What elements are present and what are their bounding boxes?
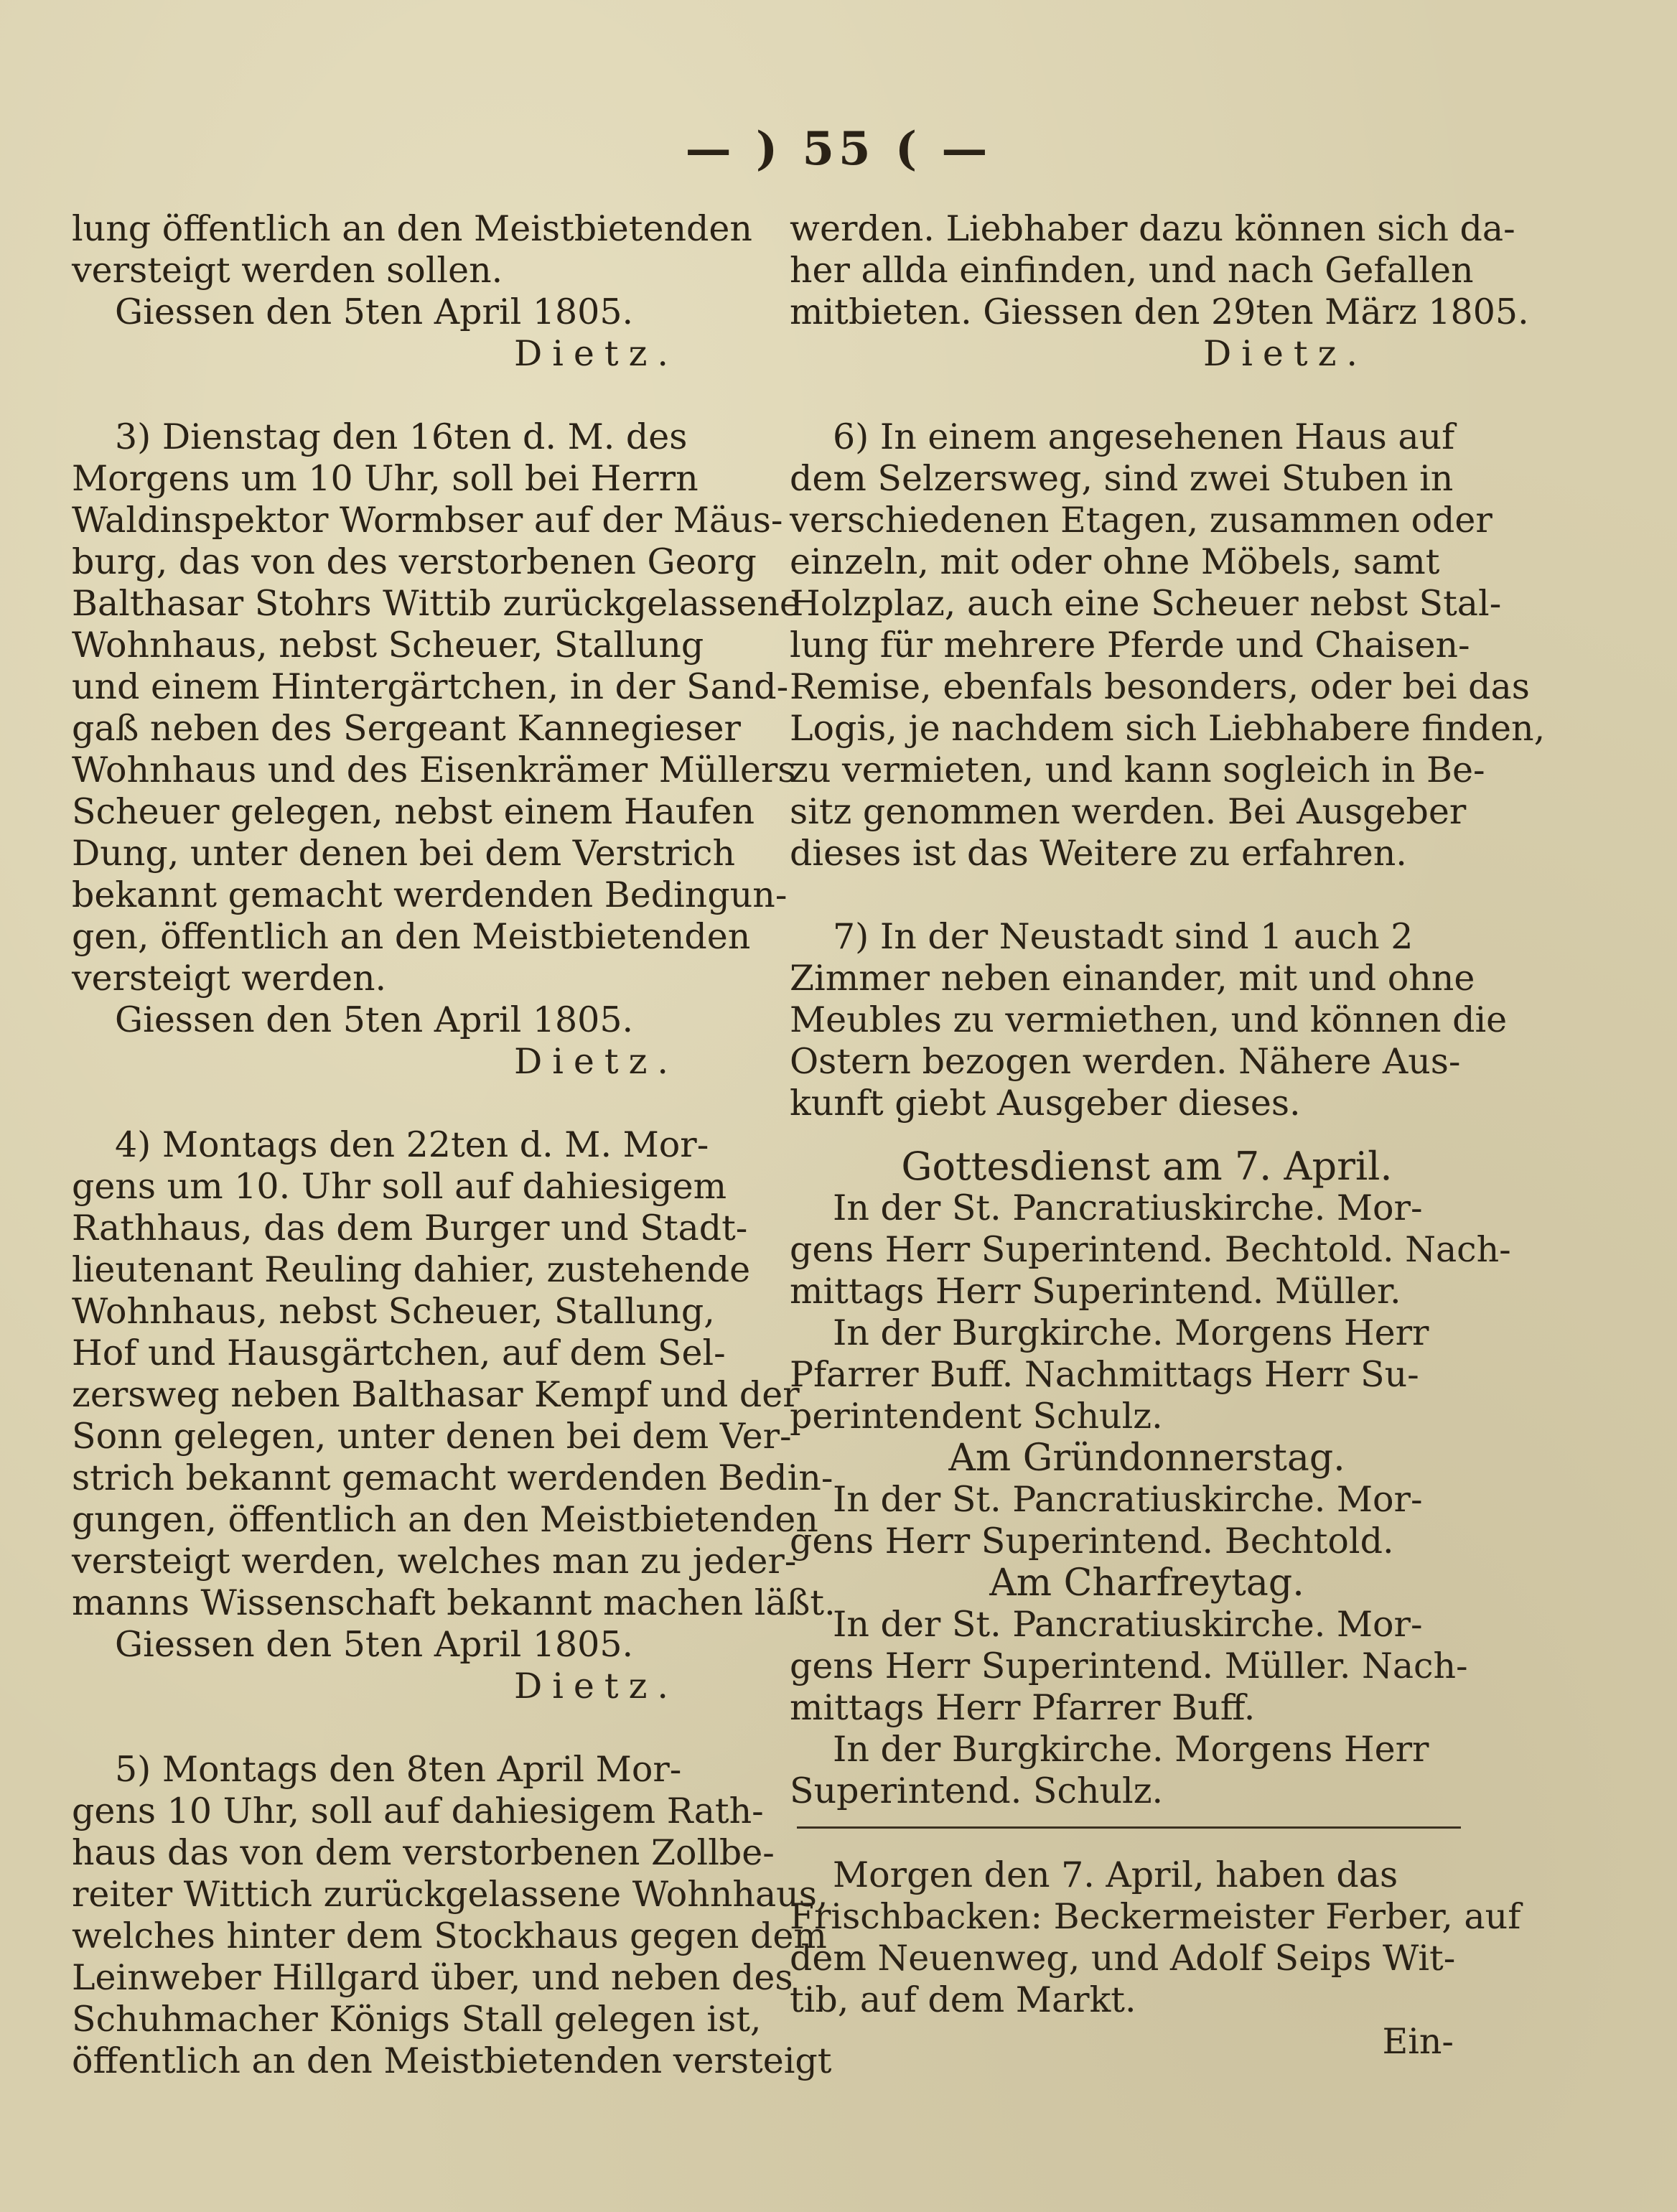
text-line: gens Herr Superintend. Müller. Nach- <box>790 1646 1468 1686</box>
text-line: In der St. Pancratiuskirche. Mor- <box>833 1604 1423 1645</box>
text-line: perintendent Schulz. <box>790 1396 1163 1437</box>
text-line: 4) Montags den 22ten d. M. Mor- <box>115 1124 709 1165</box>
text-line: Wohnhaus, nebst Scheuer, Stallung <box>72 625 704 666</box>
text-line: gens um 10. Uhr soll auf dahiesigem <box>72 1166 727 1207</box>
text-line: mitbieten. Giessen den 29ten März 1805. <box>790 291 1529 332</box>
text-line: gaß neben des Sergeant Kannegieser <box>72 708 741 749</box>
text-line: Hof und Hausgärtchen, auf dem Sel- <box>72 1333 726 1373</box>
text-line: Wohnhaus, nebst Scheuer, Stallung, <box>72 1291 715 1332</box>
text-line: und einem Hintergärtchen, in der Sand- <box>72 666 789 707</box>
text-line: Wohnhaus und des Eisenkrämer Müllers <box>72 750 796 790</box>
section-divider <box>797 1826 1461 1829</box>
text-line: 6) In einem angesehenen Haus auf <box>833 416 1455 457</box>
bakery-notice <box>790 1854 1521 2021</box>
left-column <box>72 208 836 2082</box>
text-line: 3) Dienstag den 16ten d. M. des <box>115 416 688 457</box>
text-line: reiter Wittich zurückgelassene Wohnhaus, <box>72 1874 828 1915</box>
notice-item-5 <box>72 1749 832 2082</box>
text-line: gens 10 Uhr, soll auf dahiesigem Rath- <box>72 1791 764 1831</box>
text-line: haus das von dem verstorbenen Zollbe- <box>72 1832 775 1873</box>
text-line: dem Neuenweg, und Adolf Seips Wit- <box>790 1938 1456 1979</box>
notice-item-4 <box>72 1124 836 1707</box>
notice-item-7 <box>790 916 1508 1124</box>
text-line: Morgen den 7. April, haben das <box>833 1854 1398 1895</box>
text-line: gens Herr Superintend. Bechtold. <box>790 1521 1394 1562</box>
text-line: versteigt werden, welches man zu jeder- <box>72 1541 797 1582</box>
text-line: Scheuer gelegen, nebst einem Haufen <box>72 791 755 832</box>
text-line: verschiedenen Etagen, zusammen oder <box>790 500 1493 541</box>
page-number: — ) 55 ( — <box>685 122 992 176</box>
text-line: gens Herr Superintend. Bechtold. Nach- <box>790 1229 1511 1270</box>
text-line: tib, auf dem Markt. <box>790 1979 1136 2020</box>
text-line: Dung, unter denen bei dem Verstrich <box>72 833 736 874</box>
text-line: In der Burgkirche. Morgens Herr <box>833 1312 1429 1353</box>
text-line: Meubles zu vermiethen, und können die <box>790 999 1508 1040</box>
text-line: lung für mehrere Pferde und Chaisen- <box>790 625 1470 666</box>
catchword: Ein- <box>1382 2021 1454 2062</box>
text-line: In der St. Pancratiuskirche. Mor- <box>833 1479 1423 1520</box>
text-line: In der St. Pancratiuskirche. Mor- <box>833 1187 1423 1228</box>
text-line: bekannt gemacht werdenden Bedingun- <box>72 874 788 915</box>
notice-signature: Dietz. <box>1202 333 1368 374</box>
text-line: zersweg neben Balthasar Kempf und der <box>72 1374 800 1415</box>
text-line: Holzplaz, auch eine Scheuer nebst Stal- <box>790 583 1502 624</box>
text-line: Balthasar Stohrs Wittib zurückgelassene <box>72 583 800 624</box>
text-line: her allda einfinden, und nach Gefallen <box>790 250 1474 291</box>
text-line: mittags Herr Superintend. Müller. <box>790 1271 1401 1312</box>
church-services <box>790 1144 1511 1812</box>
text-line: kunft giebt Ausgeber dieses. <box>790 1083 1301 1124</box>
text-line: welches hinter dem Stockhaus gegen dem <box>72 1915 827 1956</box>
right-column <box>790 208 1546 2063</box>
text-line: werden. Liebhaber dazu können sich da- <box>790 208 1515 249</box>
text-line: gungen, öffentlich an den Meistbietenden <box>72 1499 818 1540</box>
section-heading: Gottesdienst am 7. April. <box>901 1144 1393 1189</box>
notice-signature: Dietz. <box>513 1041 678 1082</box>
text-line: zu vermieten, und kann sogleich in Be- <box>790 750 1485 790</box>
section-subheading: Am Charfreytag. <box>989 1562 1304 1605</box>
text-line: Zimmer neben einander, mit und ohne <box>790 958 1475 999</box>
notice-date: Giessen den 5ten April 1805. <box>115 999 634 1040</box>
text-line: versteigt werden. <box>72 958 387 999</box>
text-line: Rathhaus, das dem Burger und Stadt- <box>72 1208 748 1249</box>
text-line: Waldinspektor Wormbser auf der Mäus- <box>72 500 783 541</box>
text-line: 7) In der Neustadt sind 1 auch 2 <box>833 916 1414 957</box>
text-line: dieses ist das Weitere zu erfahren. <box>790 833 1407 874</box>
text-line: Logis, je nachdem sich Liebhabere finden, <box>790 708 1546 749</box>
text-line: In der Burgkirche. Morgens Herr <box>833 1729 1429 1770</box>
text-line: lung öffentlich an den Meistbietenden <box>72 208 752 249</box>
notice-item-3 <box>72 416 800 1083</box>
text-line: Pfarrer Buff. Nachmittags Herr Su- <box>790 1354 1419 1395</box>
text-line: Superintend. Schulz. <box>790 1770 1164 1811</box>
notice-signature: Dietz. <box>513 1666 678 1707</box>
text-line: Schuhmacher Königs Stall gelegen ist, <box>72 1999 762 2040</box>
text-line: manns Wissenschaft bekannt machen läßt. <box>72 1582 836 1623</box>
text-line: lieutenant Reuling dahier, zustehende <box>72 1249 751 1290</box>
text-line: dem Selzersweg, sind zwei Stuben in <box>790 458 1454 499</box>
text-line: strich bekannt gemacht werdenden Bedin- <box>72 1457 833 1498</box>
text-line: versteigt werden sollen. <box>72 250 503 291</box>
text-line: Sonn gelegen, unter denen bei dem Ver- <box>72 1416 792 1457</box>
text-line: Ostern bezogen werden. Nähere Aus- <box>790 1041 1461 1082</box>
text-line: Leinweber Hillgard über, und neben des <box>72 1957 793 1998</box>
text-line: einzeln, mit oder ohne Möbels, samt <box>790 541 1440 582</box>
text-line: sitz genommen werden. Bei Ausgeber <box>790 791 1467 832</box>
section-subheading: Am Gründonnerstag. <box>948 1437 1345 1480</box>
text-line: öffentlich an den Meistbietenden versteigt <box>72 2040 832 2081</box>
notice-item-6 <box>790 416 1546 874</box>
text-line: burg, das von des verstorbenen Georg <box>72 541 757 582</box>
text-line: Morgens um 10 Uhr, soll bei Herrn <box>72 458 699 499</box>
notice-date: Giessen den 5ten April 1805. <box>115 1624 634 1665</box>
text-line: 5) Montags den 8ten April Mor- <box>115 1749 682 1790</box>
text-line: Frischbacken: Beckermeister Ferber, auf <box>790 1896 1521 1937</box>
text-line: gen, öffentlich an den Meistbietenden <box>72 916 751 957</box>
notice-date: Giessen den 5ten April 1805. <box>115 291 634 332</box>
notice-signature: Dietz. <box>513 333 678 374</box>
text-line: Remise, ebenfals besonders, oder bei das <box>790 666 1530 707</box>
text-line: mittags Herr Pfarrer Buff. <box>790 1687 1256 1728</box>
